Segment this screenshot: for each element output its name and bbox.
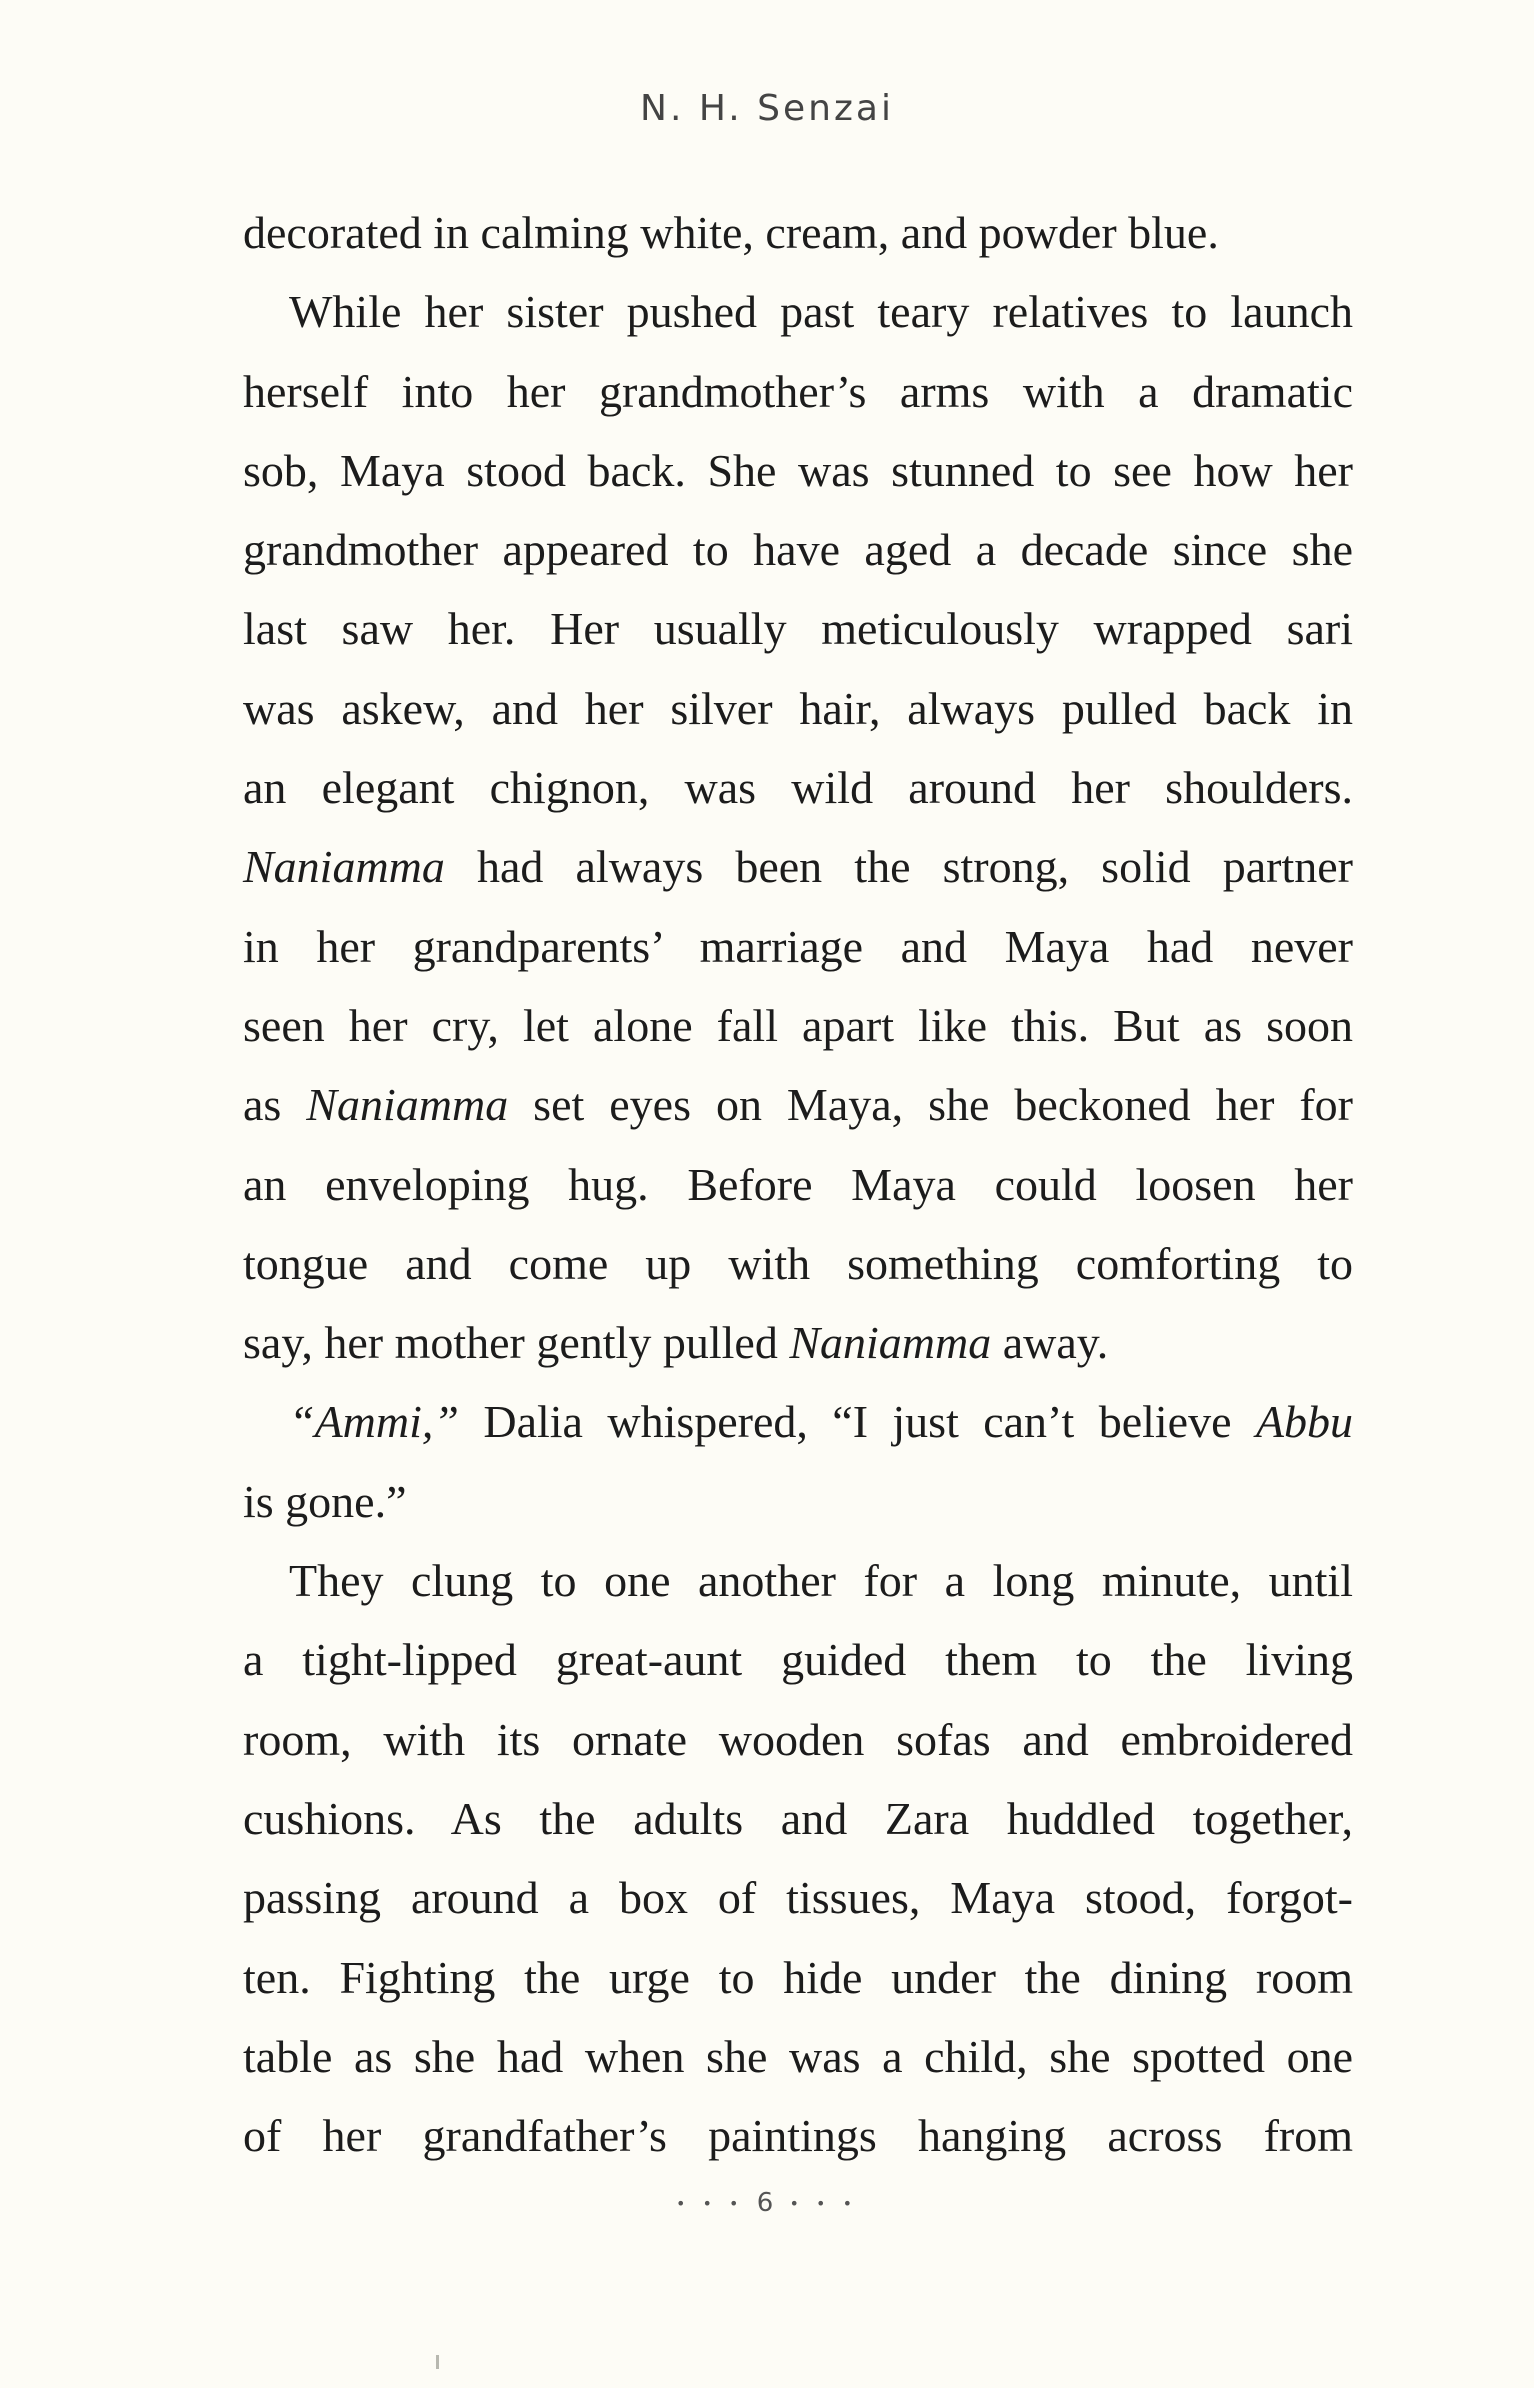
line-text: of her grandfather’s paintings hanging across from bbox=[243, 2110, 1353, 2162]
text-line bbox=[243, 748, 1353, 827]
text-line bbox=[243, 431, 1353, 510]
line-text: sob, Maya stood back. She was stunned to see how her bbox=[243, 444, 1353, 496]
text-line bbox=[243, 1145, 1353, 1224]
text-line bbox=[243, 1224, 1353, 1303]
line-text: had always been the strong, solid partner bbox=[444, 841, 1353, 893]
text-line bbox=[243, 907, 1353, 986]
line-text: They clung to one another for a long minute, until bbox=[289, 1555, 1353, 1607]
line-text: as bbox=[243, 1079, 307, 1131]
text-line bbox=[243, 1620, 1353, 1699]
text-line bbox=[243, 2096, 1353, 2175]
text-line bbox=[243, 1303, 1353, 1382]
text-line bbox=[243, 1938, 1353, 2017]
line-text: While her sister pushed past teary relatives to launch bbox=[289, 286, 1353, 338]
line-text: last saw her. Her usually meticulously wrapped sari bbox=[243, 603, 1353, 655]
line-text: an enveloping hug. Before Maya could loosen her bbox=[243, 1158, 1353, 1210]
scan-speck bbox=[436, 2355, 439, 2369]
text-line bbox=[243, 827, 1353, 906]
text-line bbox=[243, 1700, 1353, 1779]
line-text: herself into her grandmother’s arms with a dramatic bbox=[243, 365, 1353, 417]
line-text: decorated in calming white, cream, and powder blue. bbox=[243, 207, 1219, 258]
line-text: say, her mother gently pulled bbox=[243, 1317, 790, 1369]
italic-text: Naniamma bbox=[306, 1079, 509, 1131]
line-text: is gone.” bbox=[243, 1475, 407, 1527]
text-line bbox=[243, 1382, 1353, 1461]
text-line bbox=[243, 1065, 1353, 1144]
text-line bbox=[243, 589, 1353, 668]
text-line bbox=[243, 986, 1353, 1065]
line-text: passing around a box of tissues, Maya stood, forgot- bbox=[243, 1872, 1353, 1924]
text-line bbox=[243, 2017, 1353, 2096]
text-line bbox=[243, 352, 1353, 431]
line-text: set eyes on Maya, she beckoned her for bbox=[508, 1079, 1353, 1131]
line-text: grandmother appeared to have aged a decade since she bbox=[243, 524, 1353, 576]
running-head: N. H. Senzai bbox=[640, 88, 894, 129]
folio-dots-left: • • • bbox=[675, 2194, 745, 2213]
text-line bbox=[243, 1462, 1353, 1541]
line-text: tongue and come up with something comforting to bbox=[243, 1237, 1353, 1289]
italic-text: “Ammi,” bbox=[289, 1396, 459, 1448]
line-text: cushions. As the adults and Zara huddled together, bbox=[243, 1792, 1353, 1844]
text-line bbox=[243, 669, 1353, 748]
line-text: was askew, and her silver hair, always pulled back in bbox=[243, 682, 1353, 734]
folio-number: 6 bbox=[756, 2188, 778, 2218]
line-text: table as she had when she was a child, she spotted one bbox=[243, 2030, 1353, 2082]
text-line bbox=[243, 193, 1353, 272]
text-line bbox=[243, 272, 1353, 351]
line-text: Dalia whispered, “I just can’t believe bbox=[458, 1396, 1256, 1448]
italic-text: Naniamma bbox=[243, 841, 445, 893]
line-text: away. bbox=[991, 1317, 1109, 1369]
line-text: an elegant chignon, was wild around her shoulders. bbox=[243, 762, 1353, 814]
line-text: room, with its ornate wooden sofas and embroidered bbox=[243, 1713, 1353, 1765]
page-number bbox=[0, 2188, 1534, 2218]
folio-dots-right: • • • bbox=[789, 2194, 859, 2213]
line-text: ten. Fighting the urge to hide under the dining room bbox=[243, 1951, 1353, 2003]
text-line bbox=[243, 1858, 1353, 1937]
line-text: seen her cry, let alone fall apart like this. But as soon bbox=[243, 999, 1353, 1051]
text-line bbox=[243, 510, 1353, 589]
text-line bbox=[243, 1541, 1353, 1620]
text-line bbox=[243, 1779, 1353, 1858]
italic-text: Naniamma bbox=[789, 1317, 992, 1369]
italic-text: Abbu bbox=[1255, 1396, 1353, 1448]
line-text: a tight-lipped great-aunt guided them to the living bbox=[243, 1634, 1353, 1686]
line-text: in her grandparents’ marriage and Maya had never bbox=[243, 920, 1353, 972]
body-text bbox=[243, 193, 1353, 2175]
